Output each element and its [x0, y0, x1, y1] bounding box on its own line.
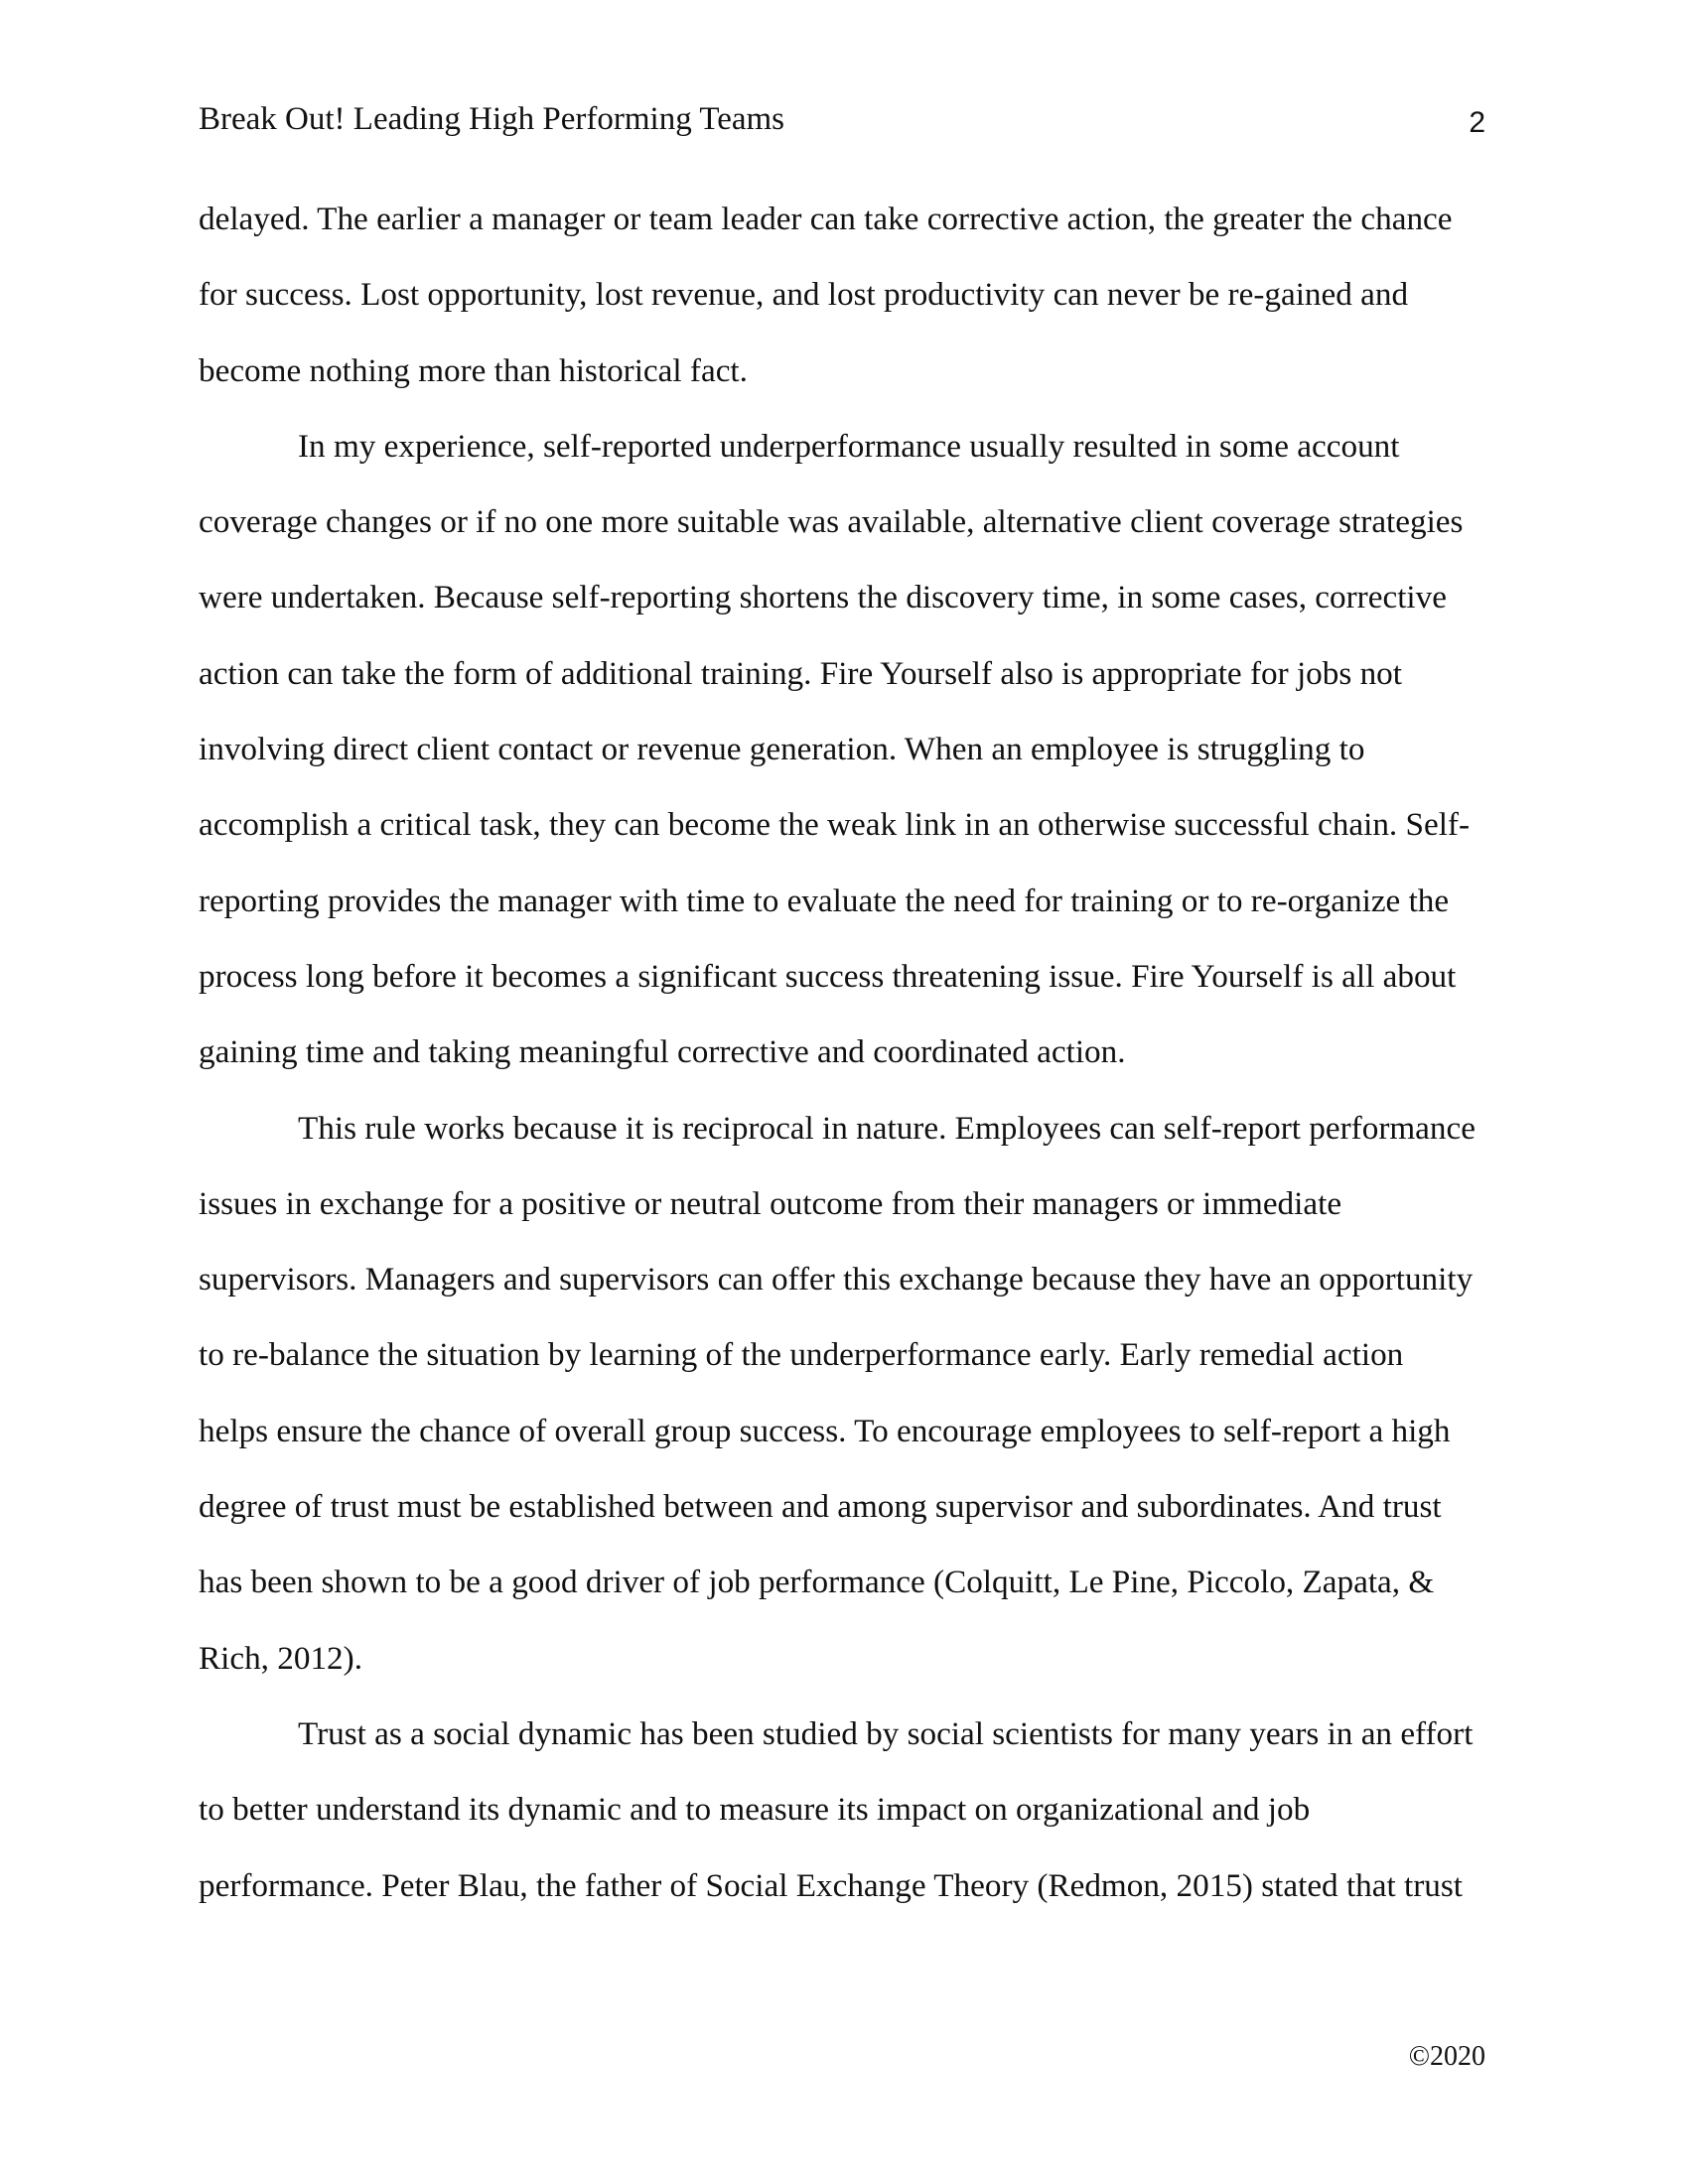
text-line: issues in exchange for a positive or neutral outcome from their managers or immediate — [199, 1184, 1342, 1222]
body-text — [199, 195, 1489, 1937]
text-line: to better understand its dynamic and to measure its impact on organizational and job — [199, 1791, 1311, 1829]
text-line: degree of trust must be established between and among supervisor and subordinates. And trust — [199, 1488, 1442, 1526]
text-line: coverage changes or if no one more suitable was available, alternative client coverage strategies — [199, 503, 1464, 541]
paragraph-first-line: Trust as a social dynamic has been studied by social scientists for many years in an effort — [298, 1714, 1474, 1752]
text-line: supervisors. Managers and supervisors can offer this exchange because they have an opportunity — [199, 1261, 1474, 1298]
paragraph-first-line: In my experience, self-reported underperformance usually resulted in some account — [298, 427, 1400, 465]
text-line: reporting provides the manager with time to evaluate the need for training or to re-organize the — [199, 882, 1450, 919]
text-line: has been shown to be a good driver of job performance (Colquitt, Le Pine, Piccolo, Zapata, & — [199, 1564, 1435, 1601]
text-line: delayed. The earlier a manager or team leader can take corrective action, the greater the chance — [199, 201, 1453, 237]
text-line: accomplish a critical task, they can become the weak link in an otherwise successful chain. Self- — [199, 806, 1471, 844]
text-line: gaining time and taking meaningful corrective and coordinated action. — [199, 1033, 1126, 1071]
text-line: helps ensure the chance of overall group success. To encourage employees to self-report a high — [199, 1412, 1451, 1449]
page-number: 2 — [1469, 106, 1485, 139]
running-head: Break Out! Leading High Performing Teams — [199, 101, 785, 137]
text-line: performance. Peter Blau, the father of Social Exchange Theory (Redmon, 2015) stated that trust — [199, 1866, 1464, 1904]
text-line: become nothing more than historical fact. — [199, 351, 748, 389]
text-line: Rich, 2012). — [199, 1639, 362, 1677]
text-line: action can take the form of additional training. Fire Yourself also is appropriate for jobs not — [199, 654, 1402, 692]
text-line: involving direct client contact or revenue generation. When an employee is struggling to — [199, 731, 1365, 768]
text-line: for success. Lost opportunity, lost revenue, and lost productivity can never be re-gained and — [199, 276, 1409, 314]
text-line: were undertaken. Because self-reporting shortens the discovery time, in some cases, corrective — [199, 579, 1447, 616]
copyright-footer: ©2020 — [1408, 2041, 1485, 2072]
paragraph-first-line: This rule works because it is reciprocal in nature. Employees can self-report performance — [298, 1109, 1476, 1147]
text-line: process long before it becomes a significant success threatening issue. Fire Yourself is all about — [199, 957, 1457, 995]
text-line: to re-balance the situation by learning of the underperformance early. Early remedial action — [199, 1336, 1404, 1374]
